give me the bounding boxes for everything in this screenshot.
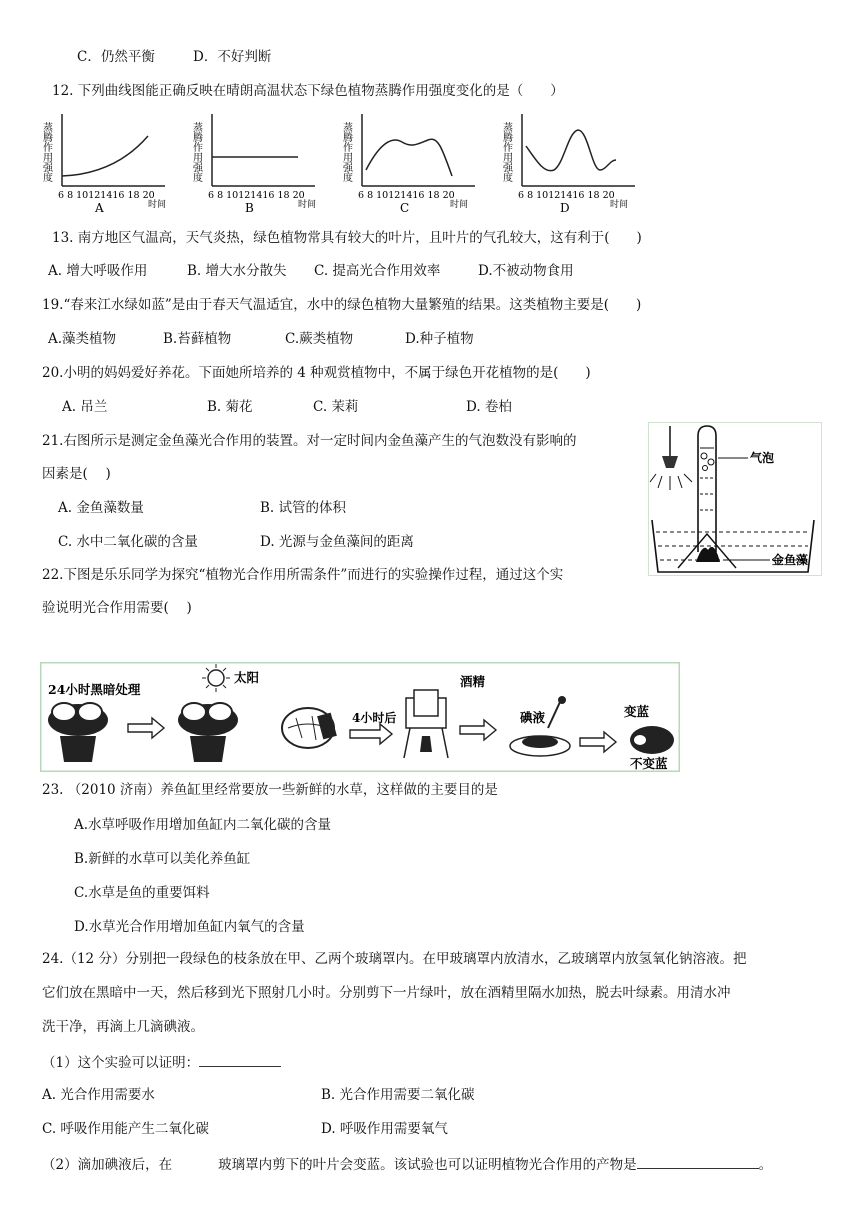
q21-option-a: A. 金鱼藻数量 <box>58 500 144 516</box>
label-4-hours: 4小时后 <box>352 711 397 725</box>
graph-a-xticks: 6 8 10121416 18 20 <box>58 190 155 201</box>
q23-stem: 23. （2010 济南）养鱼缸里经常要放一些新鲜的水草，这样做的主要目的是 <box>42 782 498 798</box>
label-dark-treatment: 24小时黑暗处理 <box>48 682 141 697</box>
bubble <box>708 459 714 465</box>
q21-stem-2: 因素是( ) <box>42 466 111 482</box>
q20-stem: 20.小明的妈妈爱好养花。下面她所培养的 4 种观赏植物中，不属于绿色开花植物的是( ) <box>42 365 591 381</box>
q23-option-d: D.水草光合作用增加鱼缸内氧气的含量 <box>74 919 305 935</box>
arrow-icon <box>580 732 616 752</box>
q24-option-c: C. 呼吸作用能产生二氧化碳 <box>42 1121 209 1137</box>
arrow-icon <box>350 724 392 744</box>
q21-apparatus-figure <box>648 422 822 576</box>
bubble <box>701 453 707 459</box>
graph-d-xticks: 6 8 10121416 18 20 <box>518 190 615 201</box>
sun-icon <box>202 664 230 692</box>
graph-c-xlabel: 时间 <box>450 200 469 210</box>
graph-b-xticks: 6 8 10121416 18 20 <box>208 190 305 201</box>
graph-b-ylabel: 蒸腾作用强度 <box>190 122 202 182</box>
arrow-icon <box>128 718 164 738</box>
q24-stem-2: 它们放在黑暗中一天，然后移到光下照射几小时。分别剪下一片绿叶，放在酒精里隔水加热，脱去叶绿素。用清水冲 <box>42 985 731 1001</box>
q20-option-d: D. 卷柏 <box>466 399 512 415</box>
q13-option-d: D.不被动物食用 <box>478 263 574 279</box>
label-plant: 金鱼藻 <box>772 553 809 567</box>
graph-c <box>341 114 476 215</box>
q21-option-b: B. 试管的体积 <box>260 500 347 516</box>
q13-option-c: C. 提高光合作用效率 <box>314 263 441 279</box>
graph-d-ylabel: 蒸腾作用强度 <box>500 122 512 182</box>
q19-option-c: C.蕨类植物 <box>285 331 354 347</box>
label-alcohol: 酒精 <box>460 674 486 689</box>
answer-blank[interactable] <box>199 1052 281 1067</box>
water-bath-icon <box>404 690 448 758</box>
q24-part2 <box>42 1154 772 1174</box>
graph-a-letter: A <box>95 201 104 215</box>
q21-stem-1: 21.右图所示是测定金鱼藻光合作用的装置。对一定时间内金鱼藻产生的气泡数没有影响的 <box>42 433 577 449</box>
q24-stem-3: 洗干净，再滴上几滴碘液。 <box>42 1019 204 1035</box>
stained-leaf-icon <box>630 726 674 754</box>
q23-option-a: A.水草呼吸作用增加鱼缸内二氧化碳的含量 <box>74 817 332 833</box>
graph-b <box>191 114 317 215</box>
graph-c-xticks: 6 8 10121416 18 20 <box>358 190 455 201</box>
q24-part1 <box>42 1052 281 1072</box>
q21-option-d: D. 光源与金鱼藻间的距离 <box>260 534 414 550</box>
graph-a-ylabel: 蒸腾作用强度 <box>40 122 52 182</box>
q13-option-b: B. 增大水分散失 <box>187 263 287 279</box>
q23-option-c: C.水草是鱼的重要饵料 <box>74 885 210 901</box>
q24-part2-text-a: （2）滴加碘液后，在 <box>42 1157 173 1173</box>
q24-part2-end: 。 <box>758 1157 773 1173</box>
q22-procedure-figure <box>40 662 680 772</box>
q24-part2-text-b: 玻璃罩内剪下的叶片会变蓝。该试验也可以证明植物光合作用的产物是 <box>218 1157 637 1173</box>
q12-stem: 12. 下列曲线图能正确反映在晴朗高温状态下绿色植物蒸腾作用强度变化的是（ ） <box>52 83 564 99</box>
q20-option-b: B. 菊花 <box>207 399 253 415</box>
label-bubble: 气泡 <box>750 451 775 465</box>
q11-option-c: C．仍然平衡 <box>77 49 155 65</box>
answer-blank[interactable] <box>637 1154 759 1169</box>
q20-option-a: A. 吊兰 <box>62 399 108 415</box>
q24-part1-text: （1）这个实验可以证明： <box>42 1055 200 1071</box>
label-iodine: 碘液 <box>520 710 546 725</box>
arrow-icon <box>460 720 496 740</box>
q22-stem-2: 验说明光合作用需要( ) <box>42 600 192 616</box>
bubble <box>703 466 708 471</box>
graph-c-ylabel: 蒸腾作用强度 <box>340 122 352 182</box>
label-not-blue: 不变蓝 <box>630 756 668 771</box>
graph-a-curve <box>62 136 148 176</box>
q13-stem: 13. 南方地区气温高，天气炎热，绿色植物常具有较大的叶片，且叶片的气孔较大，这有利于( ) <box>52 230 642 246</box>
graph-b-letter: B <box>245 201 254 215</box>
graph-c-letter: C <box>400 201 410 215</box>
graph-c-curve <box>366 139 452 176</box>
q24-option-a: A. 光合作用需要水 <box>42 1087 155 1103</box>
q19-option-d: D.种子植物 <box>405 331 474 347</box>
potted-plant-icon <box>178 703 238 762</box>
label-sun: 太阳 <box>234 670 260 685</box>
q24-stem-1: 24.（12 分）分别把一段绿色的枝条放在甲、乙两个玻璃罩内。在甲玻璃罩内放清水，乙玻璃罩内放氢氧化钠溶液。把 <box>42 951 747 967</box>
graph-a <box>41 114 167 215</box>
q13-option-a: A. 增大呼吸作用 <box>48 263 148 279</box>
leaf-icon <box>282 708 337 748</box>
graph-a-xlabel: 时间 <box>148 200 167 210</box>
q24-option-d: D. 呼吸作用需要氧气 <box>321 1121 448 1137</box>
q19-stem: 19.“春来江水绿如蓝”是由于春天气温适宜，水中的绿色植物大量繁殖的结果。这类植物主要是( ) <box>42 297 642 313</box>
lamp-icon <box>650 426 692 490</box>
q21-option-c: C. 水中二氧化碳的含量 <box>58 534 198 550</box>
iodine-dish-icon <box>510 696 570 756</box>
graph-d-curve <box>526 130 616 171</box>
graph-b-xlabel: 时间 <box>298 200 317 210</box>
graph-d <box>501 114 636 215</box>
potted-plant-icon <box>48 703 108 762</box>
q12-graphs <box>40 108 650 216</box>
q11-option-d: D．不好判断 <box>193 49 272 65</box>
q23-option-b: B.新鲜的水草可以美化养鱼缸 <box>74 851 251 867</box>
q19-option-a: A.藻类植物 <box>48 331 117 347</box>
q24-option-b: B. 光合作用需要二氧化碳 <box>321 1087 475 1103</box>
graph-d-letter: D <box>560 201 570 215</box>
label-turns-blue: 变蓝 <box>624 704 650 719</box>
q22-stem-1: 22.下图是乐乐同学为探究“植物光合作用所需条件”而进行的实验操作过程，通过这个实 <box>42 567 564 583</box>
q20-option-c: C. 茉莉 <box>313 399 359 415</box>
graph-d-xlabel: 时间 <box>610 200 629 210</box>
q19-option-b: B.苔藓植物 <box>163 331 232 347</box>
